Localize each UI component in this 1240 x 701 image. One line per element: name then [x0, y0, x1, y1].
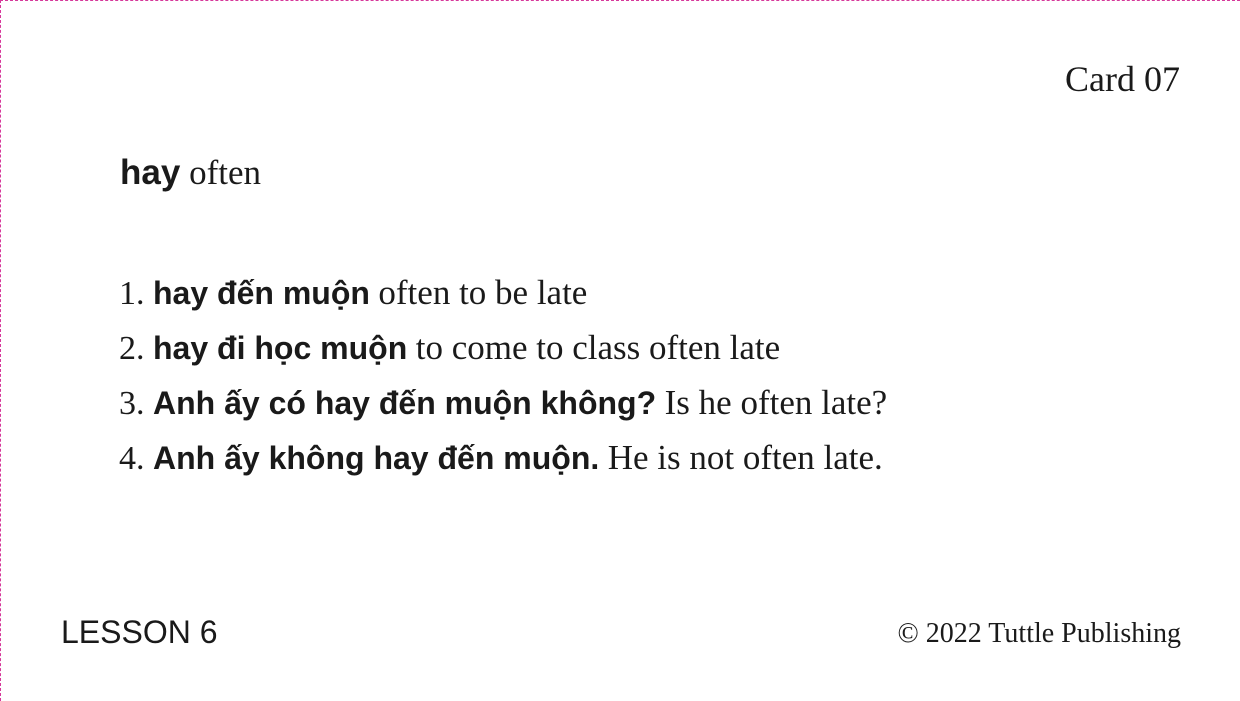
headword	[120, 153, 261, 193]
example-vietnamese: Anh ấy có hay đến muộn không?	[153, 385, 657, 421]
example-item	[119, 381, 887, 436]
headword-english: often	[189, 153, 261, 192]
example-item	[119, 326, 887, 381]
example-vietnamese: Anh ấy không hay đến muộn.	[153, 440, 600, 476]
example-vietnamese: hay đến muộn	[153, 275, 370, 311]
example-number: 4.	[119, 440, 145, 477]
example-english: often to be late	[378, 273, 588, 312]
example-english: to come to class often late	[415, 328, 781, 367]
example-item	[119, 271, 887, 326]
card-number: Card 07	[1065, 59, 1180, 99]
example-vietnamese: hay đi học muộn	[153, 330, 408, 366]
lesson-label: LESSON 6	[61, 614, 218, 650]
copyright-notice: © 2022 Tuttle Publishing	[897, 618, 1181, 649]
headword-vietnamese: hay	[120, 153, 181, 192]
example-english: He is not often late.	[607, 438, 883, 477]
example-number: 2.	[119, 330, 145, 367]
example-item	[119, 436, 887, 491]
example-number: 1.	[119, 275, 145, 312]
example-list	[119, 271, 887, 491]
example-english: Is he often late?	[664, 383, 888, 422]
example-number: 3.	[119, 385, 145, 422]
